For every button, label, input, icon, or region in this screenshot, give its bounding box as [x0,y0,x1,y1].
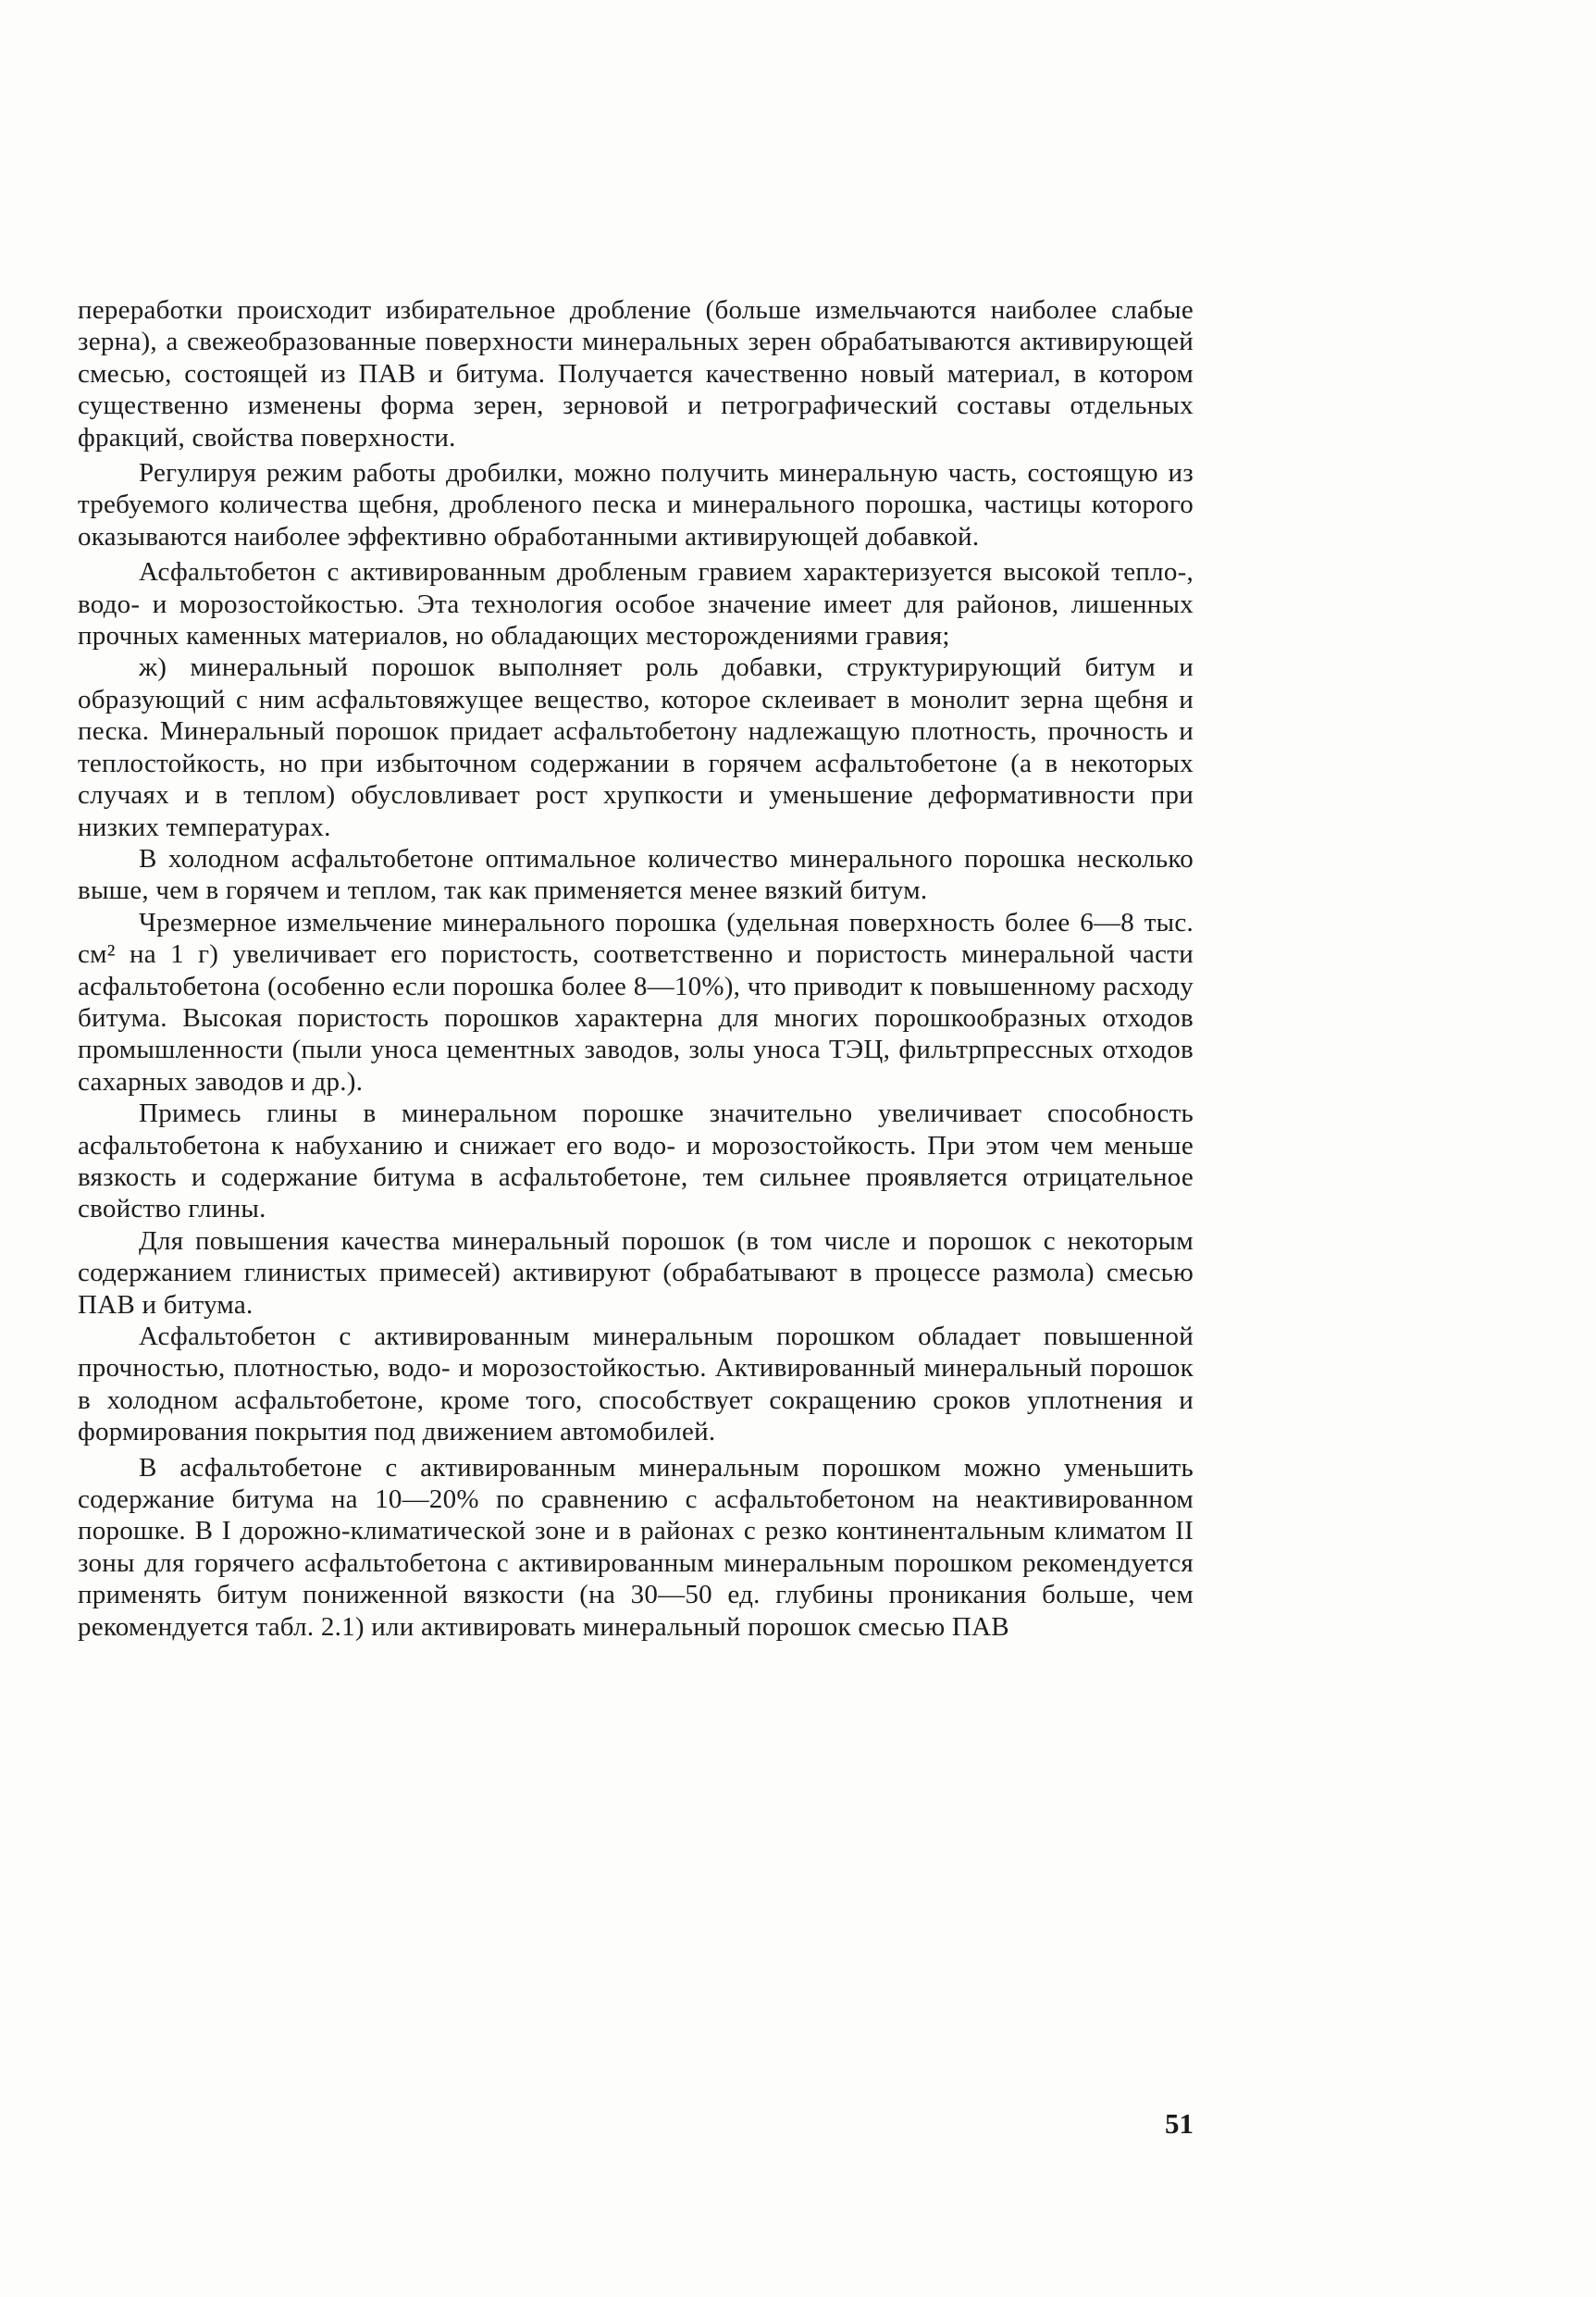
paragraph: переработки происходит избирательное дробление (больше измельчаются наиболее слабые зерна), а свежеобразованные поверхности минеральных зерен обрабатываются активирующей смесью, состоящей из ПАВ и битума. Получается качественно новый материал, в котором существенно изменены форма зерен, зерновой и петрографический составы отдельных фракций, свойства поверхности. [78,295,1194,453]
body-text [78,294,1194,1643]
paragraph: Примесь глины в минеральном порошке значительно увеличивает способность асфальтобетона к набуханию и снижает его водо- и морозостойкость. При этом чем меньше вязкость и содержание битума в асфальтобетоне, тем сильнее проявляется отрицательное свойство глины. [78,1099,1194,1224]
paragraph: Регулируя режим работы дробилки, можно получить минеральную часть, состоящую из требуемого количества щебня, дробленого песка и минерального порошка, частицы которого оказываются наиболее эффективно обработанными активирующей добавкой. [78,458,1194,552]
paragraph: Чрезмерное измельчение минерального порошка (удельная поверхность более 6—8 тыс. см² на 1 г) увеличивает его пористость, соответственно и пористость минеральной части асфальтобетона (особенно если порошка более 8—10%), что приводит к повышенному расходу битума. Высокая пористость порошков характерна для многих порошкообразных отходов промышленности (пыли уноса цементных заводов, золы уноса ТЭЦ, фильтрпрессных отходов сахарных заводов и др.). [78,907,1194,1097]
page-number: 51 [1165,2107,1194,2140]
paragraph: В холодном асфальтобетоне оптимальное количество минерального порошка несколько выше, чем в горячем и теплом, так как применяется менее вязкий битум. [78,843,1194,906]
paragraph: Асфальтобетон с активированным минеральным порошком обладает повышенной прочностью, плотностью, водо- и морозостойкостью. Активированный минеральный порошок в холодном асфальтобетоне, кроме того, способствует сокращению сроков уплотнения и формирования покрытия под движением автомобилей. [78,1322,1194,1447]
paragraph: В асфальтобетоне с активированным минеральным порошком можно уменьшить содержание битума на 10—20% по сравнению с асфальтобетоном на неактивированном порошке. В I дорожно-климатической зоне и в районах с резко континентальным климатом II зоны для горячего асфальтобетона с активированным минеральным порошком рекомендуется применять битум пониженной вязкости (на 30—50 ед. глубины проникания больше, чем рекомендуется табл. 2.1) или активировать минеральный порошок смесью ПАВ [78,1452,1194,1642]
paragraph: Для повышения качества минеральный порошок (в том числе и порошок с некоторым содержанием глинистых примесей) активируют (обрабатывают в процессе размола) смесью ПАВ и битума. [78,1225,1194,1320]
paragraph: ж) минеральный порошок выполняет роль добавки, структурирующий битум и образующий с ним асфальтовяжущее вещество, которое склеивает в монолит зерна щебня и песка. Минеральный порошок придает асфальтобетону надлежащую плотность, прочность и теплостойкость, но при избыточном содержании в горячем асфальтобетоне (а в некоторых случаях и в теплом) обусловливает рост хрупкости и уменьшение деформативности при низких температурах. [78,652,1194,842]
paragraph: Асфальтобетон с активированным дробленым гравием характеризуется высокой тепло-, водо- и морозостойкостью. Эта технология особое значение имеет для районов, лишенных прочных каменных материалов, но обладающих месторождениями гравия; [78,557,1194,652]
